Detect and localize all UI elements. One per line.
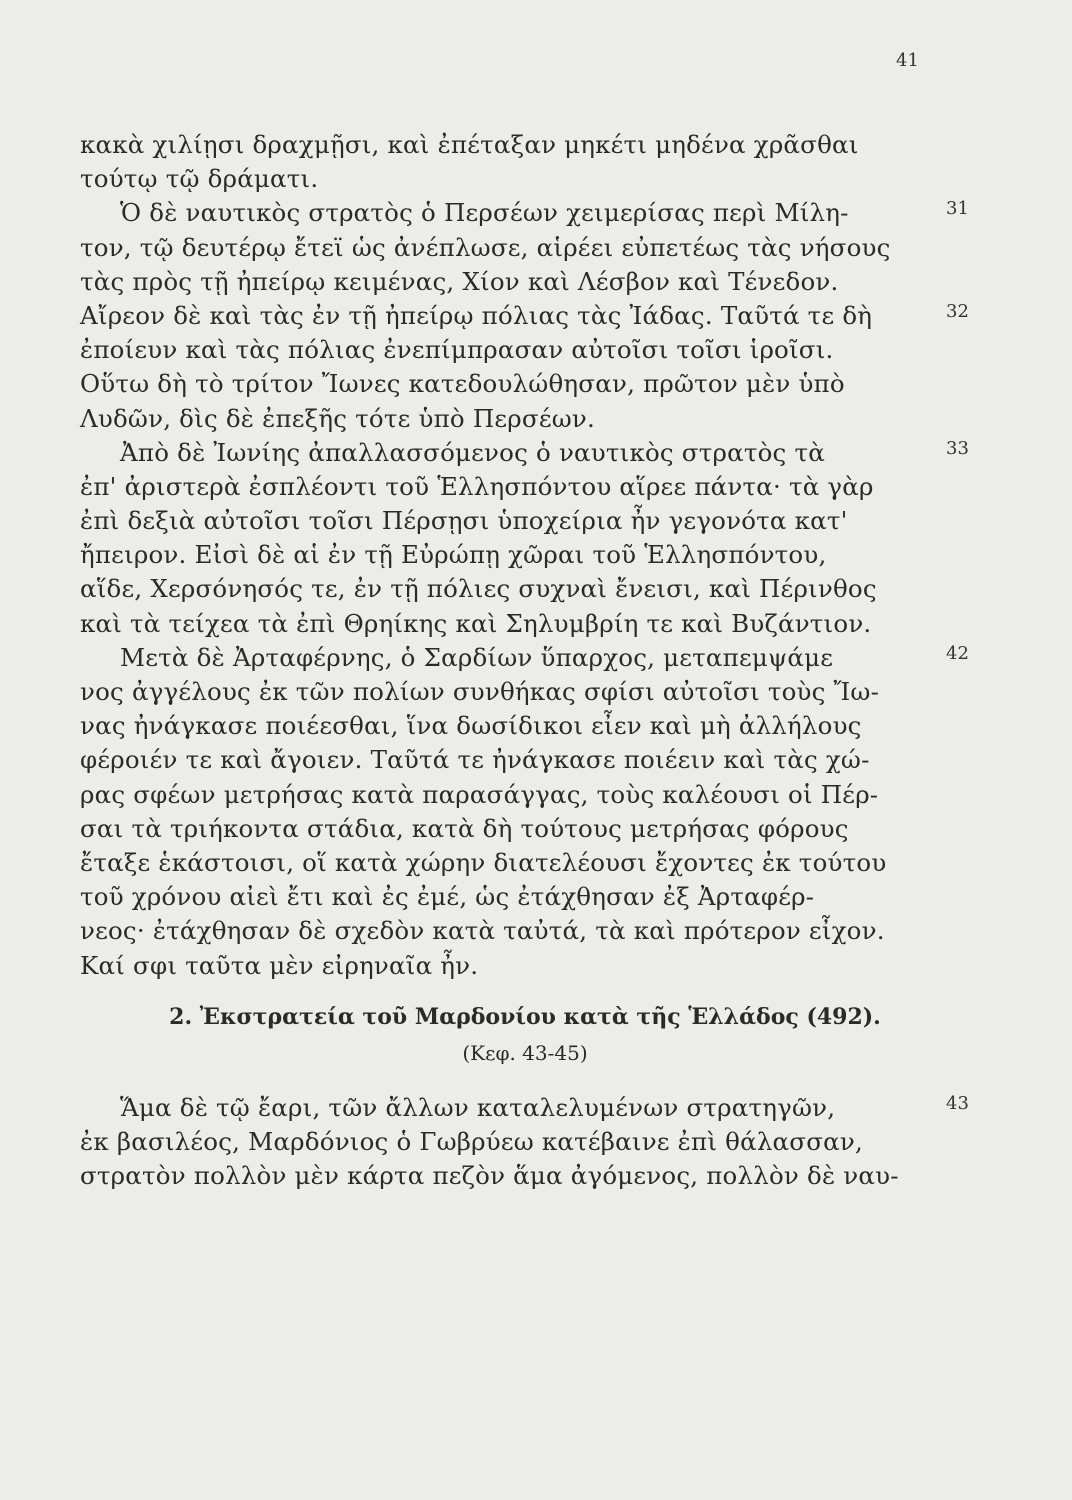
text-line: ρας σφέων μετρήσας κατὰ παρασάγγας, τοὺς καλέουσι οἱ Πέρ- [80,779,879,809]
text-line: στρατὸν πολλὸν μὲν κάρτα πεζὸν ἅμα ἀγόμενος, πολλὸν δὲ ναυ- [80,1161,899,1191]
text-line: νας ἠνάγκασε ποιέεσθαι, ἵνα δωσίδικοι εἶεν καὶ μὴ ἀλλήλους [80,711,862,741]
text-line: ἐκ βασιλέος, Μαρδόνιος ὁ Γωβρύεω κατέβαινε ἐπὶ θάλασσαν, [80,1126,863,1156]
text-line: Ἅμα δὲ τῷ ἔαρι, τῶν ἄλλων καταλελυμένων στρατηγῶν, [120,1092,836,1122]
paragraph-start-31 [80,196,969,230]
paragraph-start-33 [80,436,969,470]
text-line: Αἴρεον δὲ καὶ τὰς ἐν τῇ ἠπείρῳ πόλιας τὰς Ἰάδας. Ταῦτά τε δὴ [80,300,873,330]
text-line: ἐπὶ δεξιὰ αὐτοῖσι τοῖσι Πέρσῃσι ὑποχείρια ἦν γεγονότα κατ' [80,506,848,536]
text-line: ἐποίευν καὶ τὰς πόλιας ἐνεπίμπρασαν αὐτοῖσι τοῖσι ἱροῖσι. [80,335,834,365]
page-number: 41 [896,50,919,71]
text-line: τούτῳ τῷ δράματι. [80,164,319,194]
text-line: αἵδε, Χερσόνησός τε, ἐν τῇ πόλιες συχναὶ ἔνεισι, καὶ Πέρινθος [80,574,877,604]
text-line: Λυδῶν, δὶς δὲ ἐπεξῆς τότε ὑπὸ Περσέων. [80,403,595,433]
text-line: τοῦ χρόνου αἰεὶ ἔτι καὶ ἐς ἐμέ, ὡς ἐτάχθησαν ἐξ Ἀρταφέρ- [80,882,815,912]
chapter-number-33: 33 [946,437,969,459]
text-line: ἔταξε ἑκάστοισι, οἵ κατὰ χώρην διατελέουσι ἔχοντες ἐκ τούτου [80,847,887,877]
text-line: Ὁ δὲ ναυτικὸς στρατὸς ὁ Περσέων χειμερίσας περὶ Μίλη- [120,198,849,228]
text-line: ἐπ' ἀριστερὰ ἐσπλέοντι τοῦ Ἑλλησπόντου αἵρεε πάντα· τὰ γὰρ [80,471,874,501]
text-line: Οὕτω δὴ τὸ τρίτον Ἴωνες κατεδουλώθησαν, πρῶτον μὲν ὑπὸ [80,369,845,399]
text-line: ἤπειρον. Εἰσὶ δὲ αἱ ἐν τῇ Εὐρώπῃ χῶραι τοῦ Ἑλλησπόντου, [80,540,827,570]
text-line: Καί σφι ταῦτα μὲν εἰρηναῖα ἦν. [80,950,479,980]
text-line: σαι τὰ τριήκοντα στάδια, κατὰ δὴ τούτους μετρήσας φόρους [80,813,849,843]
chapter-number-31: 31 [946,198,969,220]
text-line: νος ἀγγέλους ἐκ τῶν πολίων συνθήκας σφίσι αὐτοῖσι τοὺς Ἴω- [80,677,880,706]
paragraph-start-32 [80,299,969,333]
section-heading: 2. Ἐκστρατεία τοῦ Μαρδονίου κατὰ τῆς Ἑλλάδος (492). [169,1003,881,1030]
text-line: κακὰ χιλίῃσι δραχμῇσι, καὶ ἐπέταξαν μηκέτι μηδένα χρᾶσθαι [80,130,859,159]
text-line: φέροιέν τε καὶ ἄγοιεν. Ταῦτά τε ἠνάγκασε ποιέειν καὶ τὰς χώ- [80,745,870,775]
text-line: τον, τῷ δευτέρῳ ἔτεϊ ὡς ἀνέπλωσε, αἱρέει εὐπετέως τὰς νήσους [80,232,891,262]
text-body [80,128,969,1193]
chapter-number-43: 43 [946,1092,969,1114]
text-line: νεος· ἐτάχθησαν δὲ σχεδὸν κατὰ ταὐτά, τὰ καὶ πρότερον εἶχον. [80,916,885,946]
chapter-number-42: 42 [946,642,969,664]
text-line: Ἀπὸ δὲ Ἰωνίης ἀπαλλασσόμενος ὁ ναυτικὸς στρατὸς τὰ [120,437,825,467]
paragraph-start-42 [80,641,969,675]
paragraph-start-43 [80,1091,969,1125]
chapter-number-32: 32 [946,300,969,322]
text-line: Μετὰ δὲ Ἀρταφέρνης, ὁ Σαρδίων ὕπαρχος, μεταπεμψάμε [120,642,834,672]
text-line: καὶ τὰ τείχεα τὰ ἐπὶ Θρηίκης καὶ Σηλυμβρίη τε καὶ Βυζάντιον. [80,608,872,638]
text-line: τὰς πρὸς τῇ ἠπείρῳ κειμένας, Χίον καὶ Λέσβον καὶ Τένεδον. [80,266,839,296]
section-subheading: (Κεφ. 43-45) [462,1040,588,1065]
